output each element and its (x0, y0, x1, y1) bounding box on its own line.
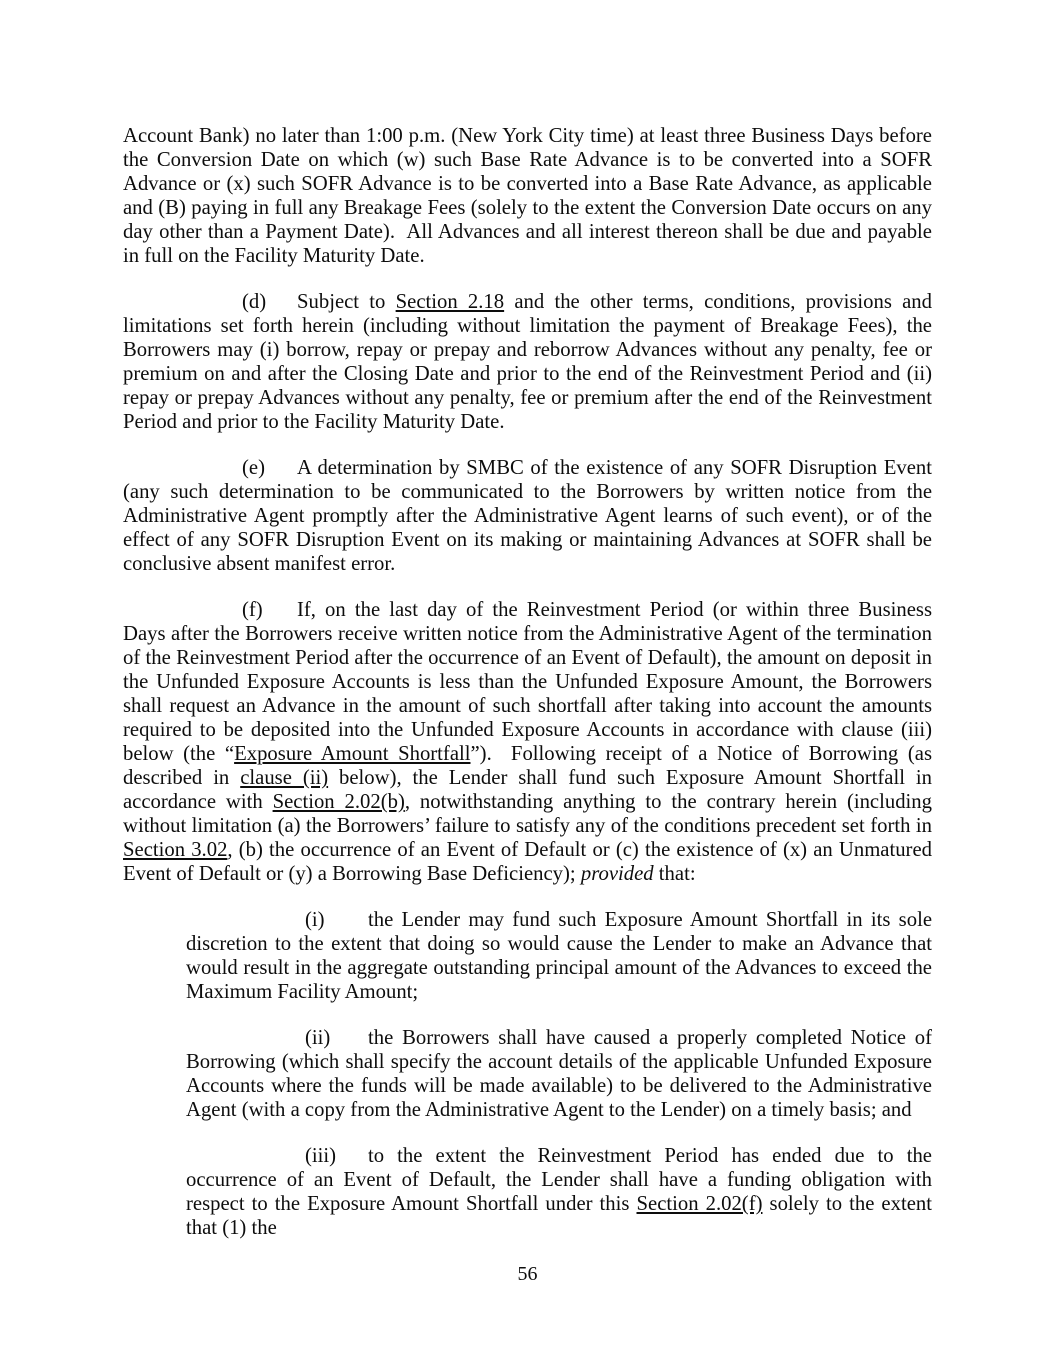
clause-label: (f) (242, 599, 263, 621)
text-run: , notwithstanding anything to the contrary herein (including without limitation (a) the Borrowers’ failure to satisfy any of the conditions precedent set forth in (123, 791, 932, 837)
clause-label: (iii) (305, 1145, 337, 1167)
paragraph-f (123, 598, 932, 886)
text-run: A determination by SMBC of the existence of any SOFR Disruption Event (any such determination to be communicated to the Borrowers by written notice from the Administrative Agent promptly after the Administrative Agent learns of such event), or of the effect of any SOFR Disruption Event on its making or maintaining Advances at SOFR shall be conclusive absent manifest error. (123, 457, 932, 575)
text-run: Subject to (297, 291, 396, 313)
underlined-reference: Section 3.02 (123, 839, 228, 861)
clause-iii (186, 1144, 932, 1240)
clause-label: (e) (242, 457, 265, 479)
italic-text: provided (580, 863, 654, 885)
paragraph-d (123, 290, 932, 434)
text-run: the Borrowers shall have caused a properly completed Notice of Borrowing (which shall specify the account details of the applicable Unfunded Exposure Accounts where the funds will be made available) to be delivered to the Administrative Agent (with a copy from the Administrative Agent to the Lender) on a timely basis; and (186, 1027, 932, 1121)
text-run: Account Bank) no later than 1:00 p.m. (New York City time) at least three Business Days before the Conversion Date on which (w) such Base Rate Advance is to be converted into a SOFR Advance or (x) such SOFR Advance is to be converted into a Base Rate Advance, as applicable and (B) paying in full any Breakage Fees (solely to the extent the Conversion Date occurs on any day other than a Payment Date). All Advances and all interest thereon shall be due and payable in full on the Facility Maturity Date. (123, 125, 932, 267)
paragraph-e (123, 456, 932, 576)
clause-i (186, 908, 932, 1004)
underlined-reference: Section 2.02(f) (636, 1193, 763, 1215)
clause-label: (ii) (305, 1027, 331, 1049)
underlined-reference: Exposure Amount Shortfall (234, 743, 471, 765)
text-run: If, on the last day of the Reinvestment Period (or within three Business Days after the Borrowers receive written notice from the Administrative Agent of the termination of the Reinvestment Period after the occurrence of an Event of Default), the amount on deposit in the Unfunded Exposure Accounts is less than the Unfunded Exposure Amount, the Borrowers shall request an Advance in the amount of such shortfall after taking into account the amounts required to be deposited into the Unfunded Exposure Accounts in accordance with clause (iii) below (the “ (123, 599, 932, 765)
text-run: , (b) the occurrence of an Event of Default or (c) the existence of (x) an Unmatured Event of Default or (y) a Borrowing Base Deficiency); (123, 839, 932, 885)
underlined-reference: Section 2.02(b) (272, 791, 405, 813)
underlined-reference: clause (ii) (240, 767, 329, 789)
paragraph-intro-continuation (123, 124, 932, 268)
text-run: and the other terms, conditions, provisions and limitations set forth herein (including without limitation the payment of Breakage Fees), the Borrowers may (i) borrow, repay or prepay and reborrow Advances without any penalty, fee or premium on and after the Closing Date and prior to the end of the Reinvestment Period and (ii) repay or prepay Advances without any penalty, fee or premium after the end of the Reinvestment Period and prior to the Facility Maturity Date. (123, 291, 932, 433)
text-run: that: (653, 863, 696, 885)
underlined-reference: Section 2.18 (395, 291, 505, 313)
text-run: below), the Lender shall fund such Exposure Amount Shortfall in accordance with (123, 767, 932, 813)
clause-label: (i) (305, 909, 325, 931)
text-run: solely to the extent that (1) the (186, 1193, 932, 1239)
text-run: the Lender may fund such Exposure Amount Shortfall in its sole discretion to the extent that doing so would cause the Lender to make an Advance that would result in the aggregate outstanding principal amount of the Advances to exceed the Maximum Facility Amount; (186, 909, 932, 1003)
text-run: to the extent the Reinvestment Period has ended due to the occurrence of an Event of Default, the Lender shall have a funding obligation with respect to the Exposure Amount Shortfall under this (186, 1145, 932, 1215)
text-run: ”). Following receipt of a Notice of Borrowing (as described in (123, 743, 932, 789)
clause-ii (186, 1026, 932, 1122)
clause-label: (d) (242, 291, 267, 313)
page-number: 56 (517, 1263, 538, 1285)
